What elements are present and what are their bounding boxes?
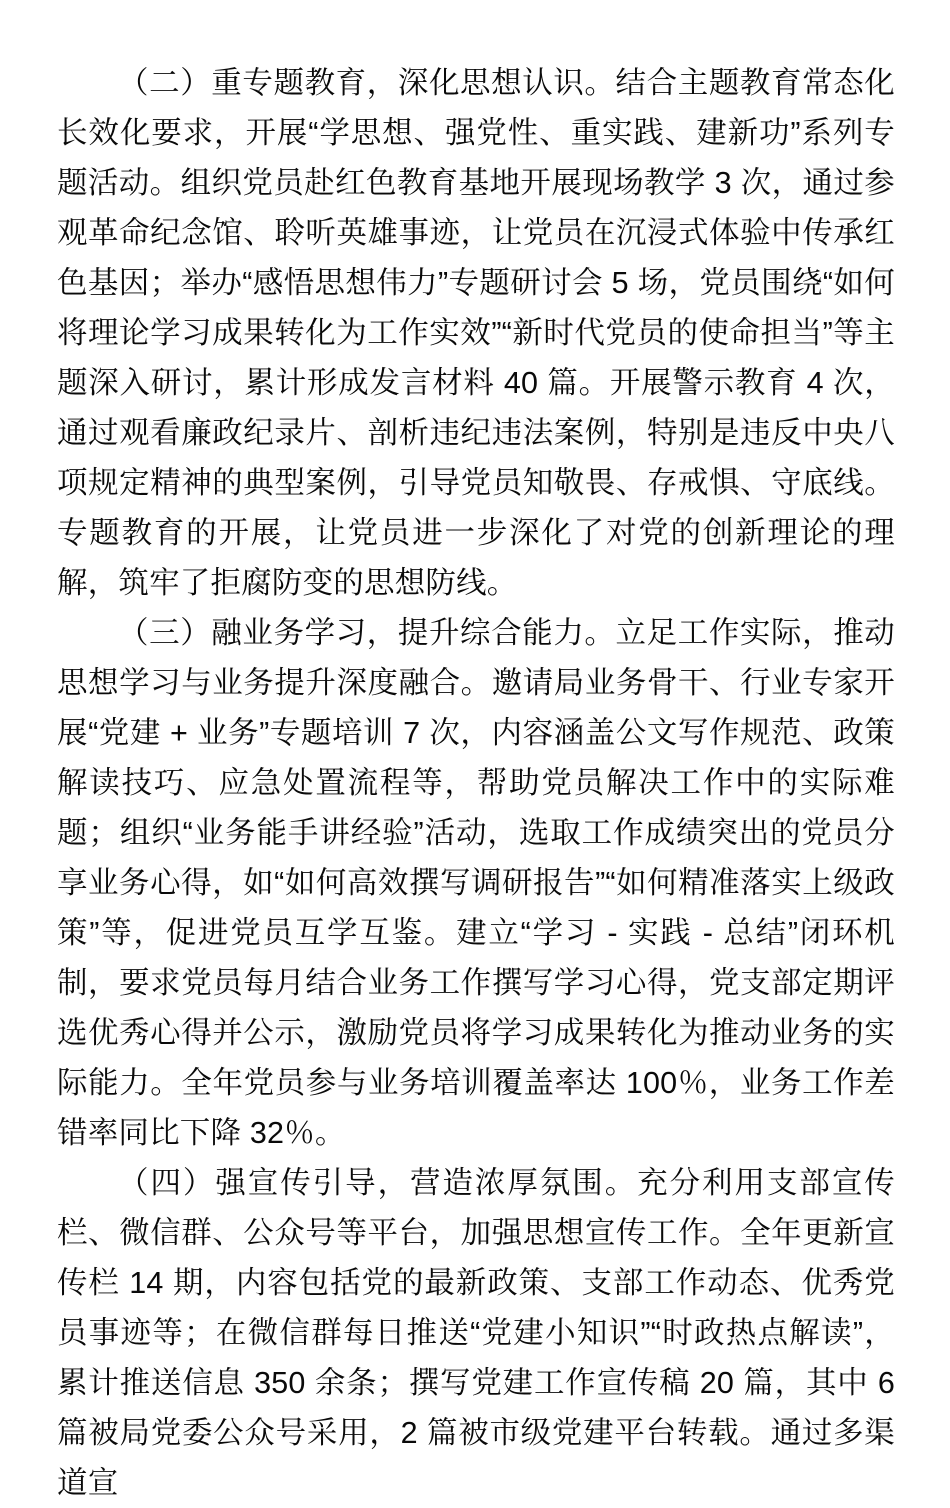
paragraph-section-two: （二）重专题教育，深化思想认识。结合主题教育常态化长效化要求，开展“学思想、强党性、重实践、建新功”系列专题活动。组织党员赴红色教育基地开展现场教学 3 次，通过参观革命纪念馆、聆听英雄事迹，让党员在沉浸式体验中传承红色基因；举办“感悟思想伟力”专题研讨会 5 场，党员围绕“如何将理论学习成果转化为工作实效”“新时代党员的使命担当”等主题深入研讨，累计形成发言材料 40 篇。开展警示教育 4 次，通过观看廉政纪录片、剖析违纪违法案例，特别是违反中央八项规定精神的典型案例，引导党员知敬畏、存戒惧、守底线。专题教育的开展，让党员进一步深化了对党的创新理论的理解，筑牢了拒腐防变的思想防线。 bbox=[57, 66, 895, 600]
document-body bbox=[57, 58, 895, 1508]
paragraph-section-four: （四）强宣传引导，营造浓厚氛围。充分利用支部宣传栏、微信群、公众号等平台，加强思想宣传工作。全年更新宣传栏 14 期，内容包括党的最新政策、支部工作动态、优秀党员事迹等；在微信群每日推送“党建小知识”“时政热点解读”，累计推送信息 350 余条；撰写党建工作宣传稿 20 篇，其中 6 篇被局党委公众号采用，2 篇被市级党建平台转载。通过多渠道宣 bbox=[57, 1166, 895, 1500]
paragraph-section-three: （三）融业务学习，提升综合能力。立足工作实际，推动思想学习与业务提升深度融合。邀请局业务骨干、行业专家开展“党建 + 业务”专题培训 7 次，内容涵盖公文写作规范、政策解读技巧、应急处置流程等，帮助党员解决工作中的实际难题；组织“业务能手讲经验”活动，选取工作成绩突出的党员分享业务心得，如“如何高效撰写调研报告”“如何精准落实上级政策”等，促进党员互学互鉴。建立“学习 - 实践 - 总结”闭环机制，要求党员每月结合业务工作撰写学习心得，党支部定期评选优秀心得并公示，激励党员将学习成果转化为推动业务的实际能力。全年党员参与业务培训覆盖率达 100％，业务工作差错率同比下降 32％。 bbox=[57, 616, 895, 1150]
